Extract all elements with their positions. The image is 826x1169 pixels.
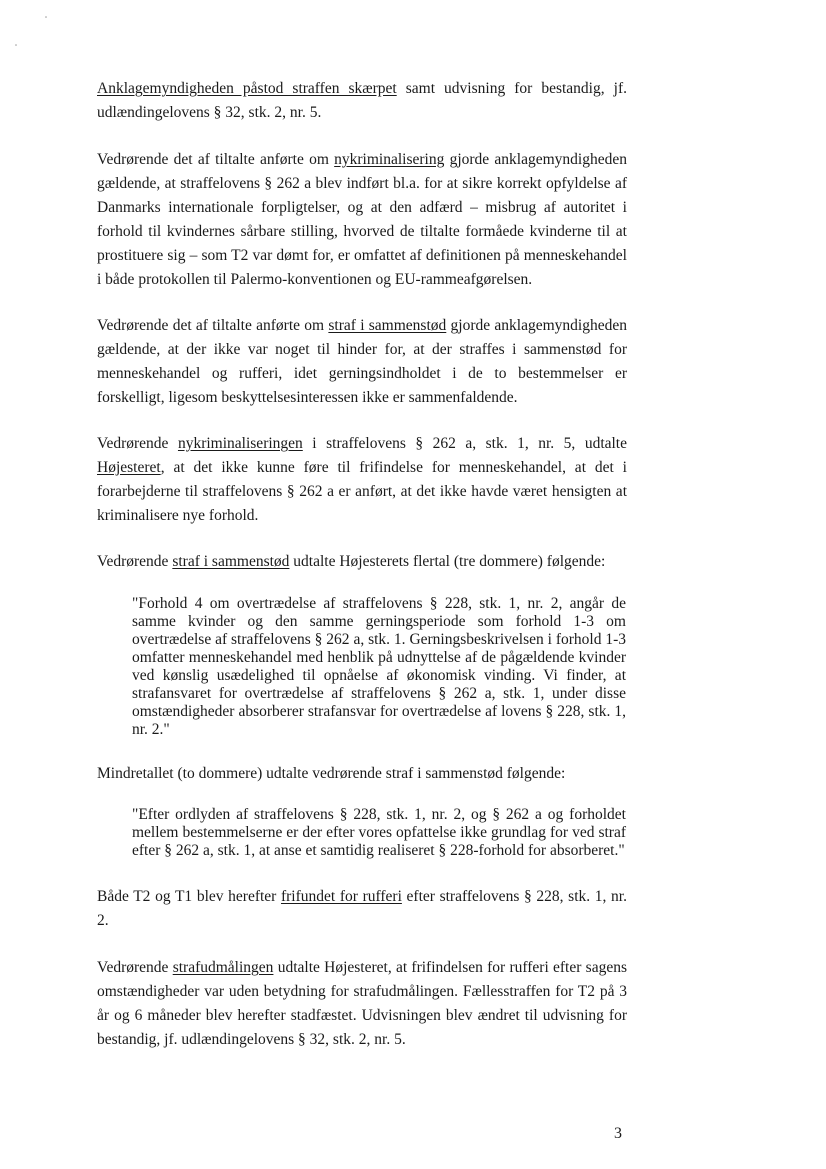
paragraph-hojesteret-nykriminalisering — [97, 432, 627, 528]
underlined-phrase: nykriminaliseringen — [177, 435, 303, 452]
underlined-phrase: frifundet for rufferi — [280, 888, 402, 905]
paragraph-text: Vedrørende det af tiltalte anførte om — [97, 151, 335, 168]
paragraph-text: i straffelovens § 262 a, stk. 1, nr. 5, udtalte — [302, 435, 627, 452]
paragraph-text: Vedrørende — [97, 959, 173, 976]
underlined-phrase: Højesteret — [97, 459, 161, 476]
paragraph-straf-i-sammenstod — [97, 314, 627, 410]
paragraph-frifundet — [97, 885, 627, 933]
paragraph-text: efter straffelovens § 228, stk. 1, nr. 2. — [97, 888, 627, 929]
paragraph-prosecution-claim — [97, 77, 627, 125]
paragraph-minority-intro: Mindretallet (to dommere) udtalte vedrørende straf i sammenstød følgende: — [97, 765, 566, 782]
paragraph-text: Vedrørende — [97, 435, 178, 452]
paragraph-text: samt udvisning for bestandig, jf. udlændingelovens § 32, stk. 2, nr. 5. — [97, 80, 627, 121]
paragraph-nykriminalisering — [97, 148, 627, 292]
underlined-phrase: Anklagemyndigheden påstod straffen skærpet — [97, 80, 397, 97]
paragraph-text: gjorde anklagemyndigheden gældende, at der ikke var noget til hinder for, at der straffes i sammenstød for menneskehandel og rufferi, idet gerningsindholdet i de to bestemmelser er forskelligt, ligesom beskyttelsesinteressen ikke er sammenfaldende. — [97, 317, 627, 406]
underlined-phrase: nykriminalisering — [334, 151, 445, 168]
underlined-phrase: strafudmålingen — [172, 959, 274, 976]
paragraph-text: udtalte Højesterets flertal (tre dommere) følgende: — [289, 553, 606, 570]
paragraph-text: Vedrørende — [97, 553, 173, 570]
paragraph-majority-intro — [97, 550, 627, 574]
paragraph-text: udtalte Højesteret, at frifindelsen for rufferi efter sagens omstændigheder var uden betydning for strafudmålingen. Fællesstraffen for T2 på 3 år og 6 måneder blev herefter stadfæstet. Udvisningen blev ændret til udvisning for bestandig, jf. udlændingelovens § 32, stk. 2, nr. 5. — [97, 959, 627, 1048]
paragraph-text: , at det ikke kunne føre til frifindelse for menneskehandel, at det i forarbejderne til straffelovens § 262 a er anført, at det ikke havde været hensigten at kriminalisere nye forhold. — [97, 459, 627, 524]
paragraph-text: Vedrørende det af tiltalte anførte om — [97, 317, 329, 334]
paragraph-text: Både T2 og T1 blev herefter — [97, 888, 281, 905]
scan-artifacts — [10, 10, 710, 50]
quote-majority: "Forhold 4 om overtrædelse af straffelovens § 228, stk. 1, nr. 2, angår de samme kvinder og den samme gerningsperiode som forhold 1-3 om overtrædelse af straffelovens § 262 a, stk. 1. Gerningsbeskrivelsen i forhold 1-3 omfatter menneskehandel med henblik på udnyttelse af de pågældende kvinder ved kønslig usædelighed til opnåelse af økonomisk vinding. Vi finder, at strafansvaret for overtrædelse af straffelovens § 262 a, stk. 1, under disse omstændigheder absorberer strafansvar for overtrædelse af lovens § 228, stk. 1, nr. 2." — [132, 595, 626, 738]
paragraph-strafudmaling — [97, 956, 627, 1052]
underlined-phrase: straf i sammenstød — [172, 553, 290, 570]
underlined-phrase: straf i sammenstød — [328, 317, 447, 334]
paragraph-text: gjorde anklagemyndigheden gældende, at straffelovens § 262 a blev indført bl.a. for at sikre korrekt opfyldelse af Danmarks internationale forpligtelser, og at den adfærd – misbrug af autoritet i forhold til kvindernes sårbare stilling, hvorved de tiltalte formåede kvinderne til at prostituere sig – som T2 var dømt for, er omfattet af definitionen på menneskehandel i både protokollen til Palermo-konventionen og EU-rammeafgørelsen. — [97, 151, 627, 288]
quote-minority: "Efter ordlyden af straffelovens § 228, stk. 1, nr. 2, og § 262 a og forholdet mellem bestemmelserne er der efter vores opfattelse ikke grundlag for ved straf efter § 262 a, stk. 1, at anse et samtidig realiseret § 228-forhold for absorberet." — [132, 806, 626, 859]
page-number: 3 — [614, 1125, 622, 1142]
